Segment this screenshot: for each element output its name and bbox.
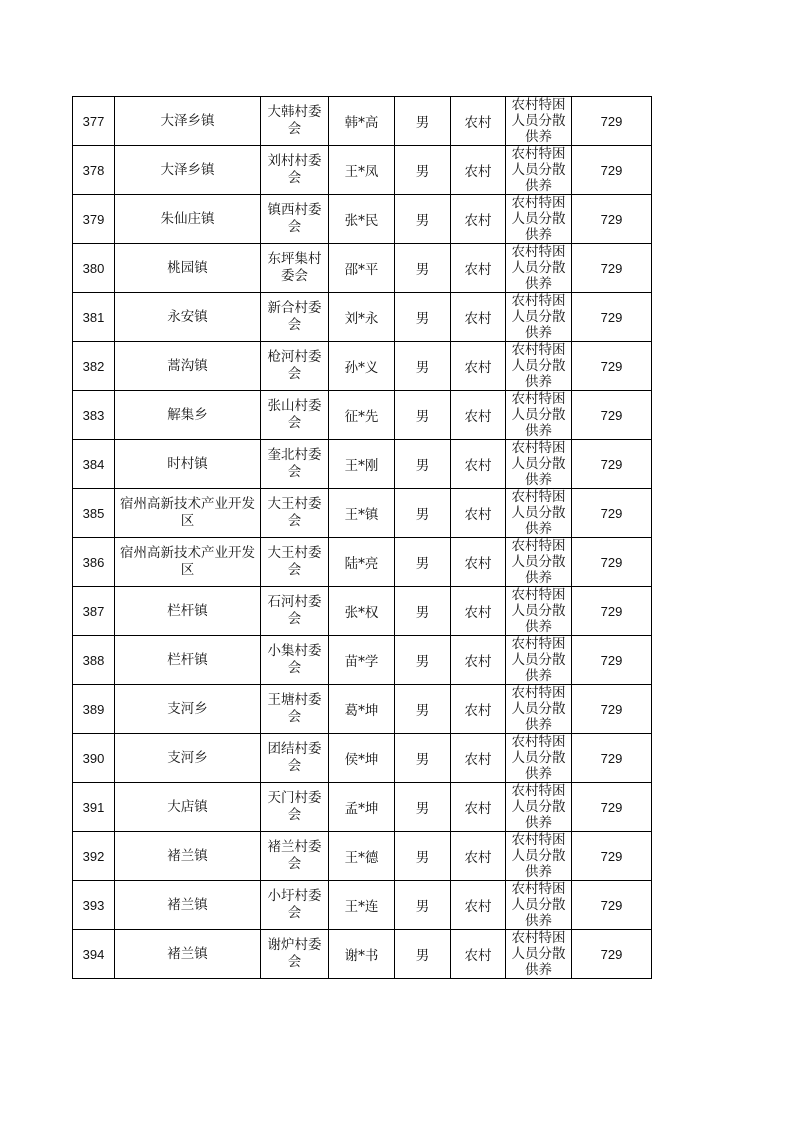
person-name-cell: 邵*平 (329, 244, 395, 293)
person-name-cell: 孙*义 (329, 342, 395, 391)
residence-cell: 农村 (451, 930, 506, 979)
gender-cell: 男 (395, 783, 451, 832)
person-name-cell: 陆*亮 (329, 538, 395, 587)
town-cell: 大泽乡镇 (115, 146, 261, 195)
category-cell (506, 391, 572, 440)
table-row (73, 538, 652, 587)
row-number: 389 (73, 685, 115, 734)
row-number: 392 (73, 832, 115, 881)
person-name-cell: 葛*坤 (329, 685, 395, 734)
person-name-cell: 孟*坤 (329, 783, 395, 832)
residence-cell: 农村 (451, 97, 506, 146)
residence-cell: 农村 (451, 195, 506, 244)
residence-cell: 农村 (451, 783, 506, 832)
town-cell: 宿州高新技术产业开发区 (115, 489, 261, 538)
table-row (73, 636, 652, 685)
category-cell (506, 489, 572, 538)
category-cell (506, 440, 572, 489)
amount-cell: 729 (572, 244, 652, 293)
amount-cell: 729 (572, 97, 652, 146)
category-text: 农村特困人员分散供养 (511, 734, 566, 782)
category-cell (506, 930, 572, 979)
residence-cell: 农村 (451, 685, 506, 734)
amount-cell: 729 (572, 930, 652, 979)
village-cell: 谢炉村委会 (261, 930, 329, 979)
row-number: 377 (73, 97, 115, 146)
category-cell (506, 636, 572, 685)
table-row (73, 489, 652, 538)
residence-cell: 农村 (451, 734, 506, 783)
category-cell (506, 538, 572, 587)
gender-cell: 男 (395, 685, 451, 734)
village-cell: 新合村委会 (261, 293, 329, 342)
category-text: 农村特困人员分散供养 (511, 440, 566, 488)
gender-cell: 男 (395, 195, 451, 244)
amount-cell: 729 (572, 587, 652, 636)
amount-cell: 729 (572, 293, 652, 342)
town-cell: 蒿沟镇 (115, 342, 261, 391)
category-text: 农村特困人员分散供养 (511, 391, 566, 439)
gender-cell: 男 (395, 734, 451, 783)
town-cell: 褚兰镇 (115, 881, 261, 930)
person-name-cell: 谢*书 (329, 930, 395, 979)
row-number: 382 (73, 342, 115, 391)
category-text: 农村特困人员分散供养 (511, 342, 566, 390)
village-cell: 大王村委会 (261, 489, 329, 538)
village-cell: 石河村委会 (261, 587, 329, 636)
category-text: 农村特困人员分散供养 (511, 832, 566, 880)
village-cell: 张山村委会 (261, 391, 329, 440)
person-name-cell: 王*刚 (329, 440, 395, 489)
category-text: 农村特困人员分散供养 (511, 146, 566, 194)
category-text: 农村特困人员分散供养 (511, 783, 566, 831)
town-cell: 栏杆镇 (115, 587, 261, 636)
category-text: 农村特困人员分散供养 (511, 587, 566, 635)
category-text: 农村特困人员分散供养 (511, 538, 566, 586)
gender-cell: 男 (395, 391, 451, 440)
gender-cell: 男 (395, 342, 451, 391)
village-cell: 团结村委会 (261, 734, 329, 783)
gender-cell: 男 (395, 293, 451, 342)
category-cell (506, 734, 572, 783)
category-cell (506, 685, 572, 734)
category-cell (506, 342, 572, 391)
table-body (73, 97, 652, 979)
village-cell: 小集村委会 (261, 636, 329, 685)
residence-cell: 农村 (451, 538, 506, 587)
residence-cell: 农村 (451, 146, 506, 195)
person-name-cell: 张*权 (329, 587, 395, 636)
town-cell: 永安镇 (115, 293, 261, 342)
amount-cell: 729 (572, 342, 652, 391)
town-cell: 宿州高新技术产业开发区 (115, 538, 261, 587)
table-row (73, 293, 652, 342)
town-cell: 大店镇 (115, 783, 261, 832)
row-number: 381 (73, 293, 115, 342)
person-name-cell: 王*德 (329, 832, 395, 881)
amount-cell: 729 (572, 538, 652, 587)
row-number: 385 (73, 489, 115, 538)
row-number: 383 (73, 391, 115, 440)
amount-cell: 729 (572, 195, 652, 244)
town-cell: 褚兰镇 (115, 930, 261, 979)
town-cell: 栏杆镇 (115, 636, 261, 685)
amount-cell: 729 (572, 636, 652, 685)
table-row (73, 440, 652, 489)
residence-cell: 农村 (451, 342, 506, 391)
village-cell: 刘村村委会 (261, 146, 329, 195)
residence-cell: 农村 (451, 587, 506, 636)
village-cell: 天门村委会 (261, 783, 329, 832)
village-cell: 奎北村委会 (261, 440, 329, 489)
amount-cell: 729 (572, 734, 652, 783)
row-number: 390 (73, 734, 115, 783)
gender-cell: 男 (395, 881, 451, 930)
residence-cell: 农村 (451, 244, 506, 293)
table-row (73, 685, 652, 734)
gender-cell: 男 (395, 146, 451, 195)
town-cell: 解集乡 (115, 391, 261, 440)
category-text: 农村特困人员分散供养 (511, 636, 566, 684)
amount-cell: 729 (572, 440, 652, 489)
person-name-cell: 王*镇 (329, 489, 395, 538)
category-cell (506, 244, 572, 293)
category-cell (506, 832, 572, 881)
amount-cell: 729 (572, 489, 652, 538)
gender-cell: 男 (395, 244, 451, 293)
person-name-cell: 苗*学 (329, 636, 395, 685)
row-number: 378 (73, 146, 115, 195)
row-number: 387 (73, 587, 115, 636)
town-cell: 时村镇 (115, 440, 261, 489)
table-row (73, 195, 652, 244)
person-name-cell: 韩*高 (329, 97, 395, 146)
row-number: 380 (73, 244, 115, 293)
row-number: 384 (73, 440, 115, 489)
row-number: 379 (73, 195, 115, 244)
residence-cell: 农村 (451, 293, 506, 342)
category-text: 农村特困人员分散供养 (511, 881, 566, 929)
category-text: 农村特困人员分散供养 (511, 489, 566, 537)
village-cell: 大韩村委会 (261, 97, 329, 146)
amount-cell: 729 (572, 146, 652, 195)
category-cell (506, 783, 572, 832)
table-row (73, 783, 652, 832)
residence-cell: 农村 (451, 391, 506, 440)
village-cell: 大王村委会 (261, 538, 329, 587)
residence-cell: 农村 (451, 881, 506, 930)
town-cell: 褚兰镇 (115, 832, 261, 881)
gender-cell: 男 (395, 930, 451, 979)
table-row (73, 930, 652, 979)
residence-cell: 农村 (451, 489, 506, 538)
category-text: 农村特困人员分散供养 (511, 97, 566, 145)
table-row (73, 587, 652, 636)
category-text: 农村特困人员分散供养 (511, 293, 566, 341)
amount-cell: 729 (572, 685, 652, 734)
records-table (72, 96, 652, 979)
table-row (73, 342, 652, 391)
person-name-cell: 刘*永 (329, 293, 395, 342)
category-cell (506, 293, 572, 342)
row-number: 388 (73, 636, 115, 685)
gender-cell: 男 (395, 97, 451, 146)
village-cell: 王塘村委会 (261, 685, 329, 734)
person-name-cell: 侯*坤 (329, 734, 395, 783)
table-row (73, 832, 652, 881)
village-cell: 褚兰村委会 (261, 832, 329, 881)
amount-cell: 729 (572, 391, 652, 440)
residence-cell: 农村 (451, 636, 506, 685)
table-row (73, 734, 652, 783)
person-name-cell: 王*连 (329, 881, 395, 930)
category-text: 农村特困人员分散供养 (511, 930, 566, 978)
category-text: 农村特困人员分散供养 (511, 685, 566, 733)
table-row (73, 97, 652, 146)
village-cell: 枪河村委会 (261, 342, 329, 391)
category-cell (506, 97, 572, 146)
amount-cell: 729 (572, 783, 652, 832)
category-text: 农村特困人员分散供养 (511, 244, 566, 292)
category-cell (506, 195, 572, 244)
category-cell (506, 146, 572, 195)
amount-cell: 729 (572, 832, 652, 881)
village-cell: 小圩村委会 (261, 881, 329, 930)
amount-cell: 729 (572, 881, 652, 930)
row-number: 393 (73, 881, 115, 930)
village-cell: 镇西村委会 (261, 195, 329, 244)
category-cell (506, 587, 572, 636)
person-name-cell: 征*先 (329, 391, 395, 440)
row-number: 391 (73, 783, 115, 832)
gender-cell: 男 (395, 489, 451, 538)
gender-cell: 男 (395, 538, 451, 587)
town-cell: 支河乡 (115, 685, 261, 734)
gender-cell: 男 (395, 832, 451, 881)
residence-cell: 农村 (451, 832, 506, 881)
village-cell: 东坪集村委会 (261, 244, 329, 293)
town-cell: 大泽乡镇 (115, 97, 261, 146)
row-number: 386 (73, 538, 115, 587)
category-text: 农村特困人员分散供养 (511, 195, 566, 243)
town-cell: 桃园镇 (115, 244, 261, 293)
category-cell (506, 881, 572, 930)
table-row (73, 391, 652, 440)
gender-cell: 男 (395, 587, 451, 636)
residence-cell: 农村 (451, 440, 506, 489)
table-row (73, 244, 652, 293)
table-row (73, 881, 652, 930)
town-cell: 朱仙庄镇 (115, 195, 261, 244)
town-cell: 支河乡 (115, 734, 261, 783)
person-name-cell: 王*凤 (329, 146, 395, 195)
table-row (73, 146, 652, 195)
gender-cell: 男 (395, 440, 451, 489)
row-number: 394 (73, 930, 115, 979)
gender-cell: 男 (395, 636, 451, 685)
person-name-cell: 张*民 (329, 195, 395, 244)
